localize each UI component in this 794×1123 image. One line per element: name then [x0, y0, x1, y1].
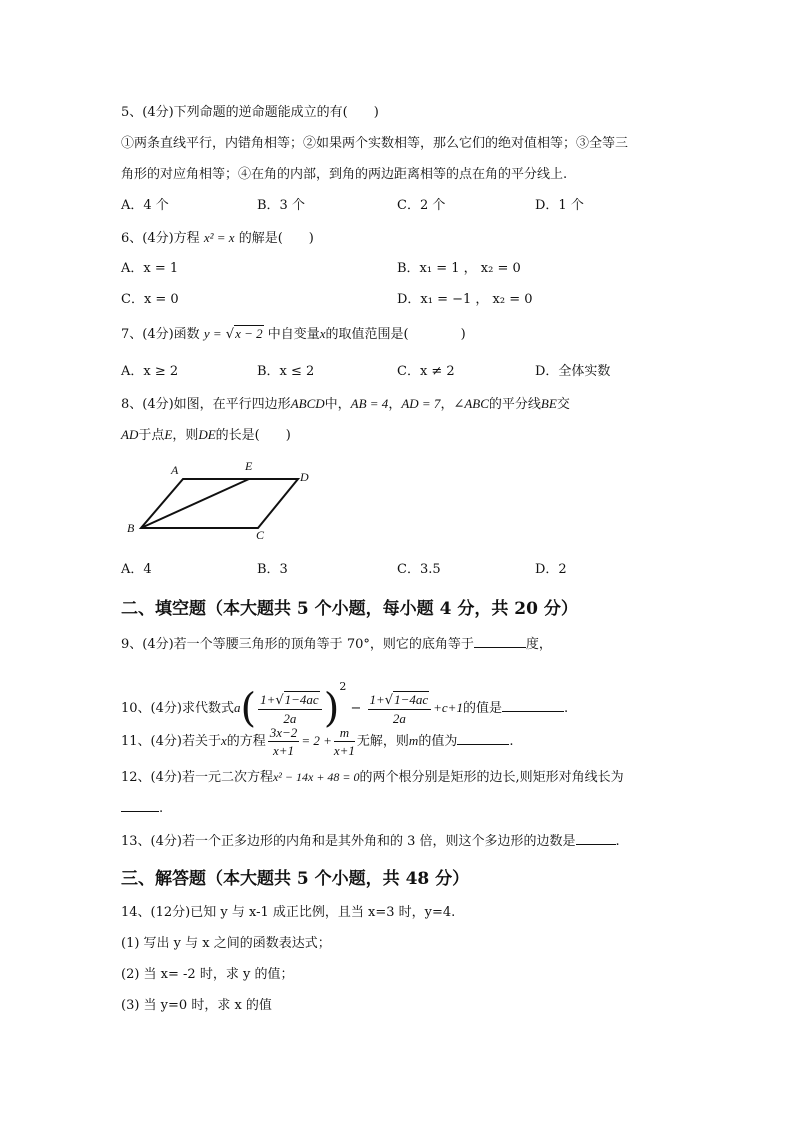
q8-be: BE [540, 396, 557, 411]
q6-option-d: D．x₁ = −1 ， x₂ = 0 [397, 292, 533, 307]
q5-option-d: D．1 个 [535, 198, 584, 213]
q8-point-e: E [164, 427, 173, 442]
q14-stem: 14、(12分)已知 y 与 x-1 成正比例，且当 x=3 时，y=4. [121, 905, 456, 920]
parallelogram-figure [118, 458, 318, 548]
q10-answer-blank[interactable] [502, 697, 564, 712]
q10-suffix: 的值是 [462, 701, 502, 716]
q13: 13、(4分)若一个正多边形的内角和是其外角和的 3 倍，则这个多边形的边数是 . [121, 830, 620, 852]
q10-num2-one: 1+ [369, 691, 385, 707]
q7-var: x [319, 326, 326, 341]
q10-a: a [233, 700, 241, 715]
label-e: E [245, 459, 253, 473]
q6-suffix: 的解是( ) [238, 231, 314, 246]
q12-prefix: 12、(4分)若一元二次方程 [121, 770, 273, 785]
q8-de: DE [198, 427, 216, 442]
q11-fraction-1 [268, 724, 300, 759]
q7-func-y: y = [203, 326, 222, 341]
q8-text-d: 交 [556, 397, 570, 412]
q5-option-c: C．2 个 [397, 198, 446, 213]
q8-ab: AB = 4 [350, 396, 389, 411]
q6-stem [121, 228, 314, 249]
q9-text: 9、(4分)若一个等腰三角形的顶角等于 70°，则它的底角等于 [121, 637, 474, 652]
q6-option-b: B．x₁ = 1 ， x₂ = 0 [397, 261, 521, 276]
q5-body-line2: 角形的对应角相等；④在角的内部，到角的两边距离相等的点在角的平分线上. [121, 167, 568, 182]
q6-option-a: A．x = 1 [121, 261, 179, 276]
q7-option-a: A．x ≥ 2 [121, 364, 179, 379]
q8-option-b: B．3 [257, 562, 288, 577]
q11-fraction-2 [334, 724, 355, 759]
q11-answer-blank[interactable] [457, 730, 509, 745]
q8-option-d: D．2 [535, 562, 567, 577]
q14-part-3: (3) 当 y=0 时，求 x 的值 [121, 998, 272, 1013]
q10-den-2: 2a [392, 710, 406, 726]
segment-be [141, 479, 249, 528]
q7-option-d: D．全体实数 [535, 364, 611, 379]
q11-m: m [408, 733, 419, 748]
section-2-title: 二、填空题（本大题共 5 个小题，每小题 4 分，共 20 分） [121, 599, 578, 619]
q8-text-f: ，则 [172, 428, 199, 443]
q11-mid: 的方程 [226, 734, 266, 749]
q7-radicand: x − 2 [235, 326, 263, 341]
q10-paren-close: ) [323, 685, 340, 732]
q6-option-c: C．x = 0 [121, 292, 179, 307]
q8-ad: AD = 7 [401, 396, 441, 411]
q11-after: 无解，则 [356, 734, 409, 749]
q11-num-2: m [334, 724, 355, 742]
q8-text-b: 中， [324, 397, 351, 412]
q10-prefix: 10、(4分)求代数式 [121, 701, 234, 716]
q9-suffix: 度， [525, 637, 552, 652]
q11-den-2: x+1 [333, 743, 355, 758]
q8-option-a: A．4 [121, 562, 152, 577]
q5-stem: 5、(4分)下列命题的逆命题能成立的有( ) [121, 105, 379, 120]
q8-sep: ， [388, 397, 402, 412]
section-3-title: 三、解答题（本大题共 5 个小题，共 48 分） [121, 869, 470, 889]
q8-abcd: ABCD [290, 396, 325, 411]
q11-den-1: x+1 [273, 743, 295, 758]
q10-plus-c-1: +c+1 [433, 700, 463, 715]
q9-answer-blank[interactable] [474, 633, 526, 648]
q8-sep2: ， [440, 397, 454, 412]
q11: 11、(4分)若关于x的方程 $\frac{3x-2}{x+1}$ = 2 + $\frac{m}{x+1}$ 无解，则m的值为 . [121, 725, 514, 758]
q7-suffix: 的取值范围是( ) [325, 327, 466, 342]
q5-option-a: A．4 个 [121, 198, 169, 213]
q8-text-g: 的长是( ) [215, 428, 291, 443]
q11-num-1: 3x−2 [269, 725, 298, 740]
q6-equation: x² = x [203, 230, 235, 245]
q10-den-1: 2a [283, 710, 297, 726]
q8-line1 [121, 394, 570, 415]
label-d: D [300, 470, 309, 484]
q5-option-b: B．3 个 [257, 198, 305, 213]
q7-option-c: C．x ≠ 2 [397, 364, 455, 379]
q7-mid: 中自变量 [267, 327, 320, 342]
q10-exponent: 2 [339, 680, 347, 693]
q10-minus: − [350, 701, 362, 716]
parallelogram-abcd [141, 479, 298, 528]
q8-angle: ∠ABC [453, 396, 489, 411]
q12-answer-blank[interactable] [121, 797, 159, 812]
q8-text-a: 8、(4分)如图，在平行四边形 [121, 397, 291, 412]
q7-stem [121, 324, 466, 345]
q10-num2-radicand: 1−4ac [394, 691, 429, 707]
label-a: A [171, 463, 179, 477]
q14-part-2: (2) 当 x= -2 时，求 y 的值； [121, 967, 294, 982]
q10-num-2: 1+√1−4ac [368, 691, 432, 710]
q12-equation: x² − 14x + 48 = 0 [272, 770, 360, 784]
label-b: B [127, 521, 135, 535]
q7-prefix: 7、(4分)函数 [121, 327, 200, 342]
q11-suffix: 的值为 [418, 734, 458, 749]
q8-text-e: 于点 [138, 428, 165, 443]
q5-body-line1: ①两条直线平行，内错角相等；②如果两个实数相等，那么它们的绝对值相等；③全等三 [121, 136, 629, 151]
q12 [121, 767, 624, 788]
q11-prefix: 11、(4分)若关于 [121, 734, 221, 749]
q10: 10、(4分)求代数式a( $\frac{1+√1-4ac}{2a}$ )$^2$ − $\frac{1+√1-4ac}{2a}$ +c+1的值是 . [121, 680, 569, 732]
q13-answer-blank[interactable] [576, 830, 616, 845]
q6-prefix: 6、(4分)方程 [121, 231, 200, 246]
q10-num1-radicand: 1−4ac [284, 691, 319, 707]
q11-x: x [220, 733, 227, 748]
q7-option-b: B．x ≤ 2 [257, 364, 315, 379]
q12-blank-line: . [121, 797, 163, 819]
q8-option-c: C．3.5 [397, 562, 441, 577]
q13-text: 13、(4分)若一个正多边形的内角和是其外角和的 3 倍，则这个多边形的边数是 [121, 834, 576, 849]
q10-paren-open: ( [240, 685, 257, 732]
q10-num1-one: 1+ [260, 691, 276, 707]
q8-ad2: AD [121, 427, 139, 442]
q11-eq: = 2 + [301, 733, 332, 748]
q10-num-1: 1+√1−4ac [258, 691, 322, 710]
q7-sqrt-symbol: √ [225, 327, 235, 342]
q8-text-c: 的平分线 [488, 397, 541, 412]
q14-part-1: (1) 写出 y 与 x 之间的函数表达式； [121, 936, 331, 951]
label-c: C [256, 528, 265, 542]
q8-line2 [121, 425, 291, 446]
q12-suffix: 的两个根分别是矩形的边长,则矩形对角线长为 [359, 770, 624, 785]
q9 [121, 633, 552, 655]
